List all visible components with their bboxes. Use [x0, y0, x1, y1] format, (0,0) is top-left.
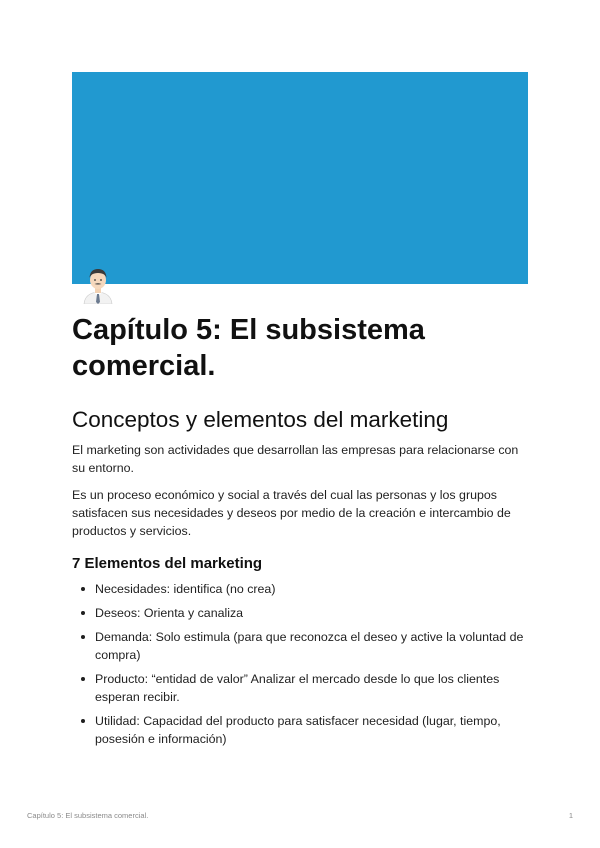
list-item-text: Producto: “entidad de valor” Analizar el mercado desde lo que los clientes esperan recibir. — [95, 672, 500, 704]
bullet-dot — [81, 719, 85, 723]
list-item — [95, 712, 528, 748]
paragraph: El marketing son actividades que desarrollan las empresas para relacionarse con su entorno. — [72, 443, 519, 475]
list-item-text: Demanda: Solo estimula (para que reconozca el deseo y active la voluntad de compra) — [95, 630, 524, 662]
man-office-worker-icon — [78, 264, 118, 304]
bullet-dot — [81, 587, 85, 591]
list-item — [95, 628, 528, 664]
list-item — [95, 580, 528, 598]
page-number: 1 — [568, 811, 573, 820]
document-body — [72, 405, 528, 754]
section-heading: Conceptos y elementos del marketing — [72, 407, 449, 432]
list-item-text: Deseos: Orienta y canaliza — [95, 606, 244, 620]
bullet-dot — [81, 635, 85, 639]
list-item-text: Necesidades: identifica (no crea) — [95, 582, 276, 596]
cover-banner — [72, 72, 528, 284]
bullet-list — [72, 580, 528, 748]
footer-title: Capítulo 5: El subsistema comercial. — [27, 811, 149, 820]
bullet-dot — [81, 677, 85, 681]
bullet-dot — [81, 611, 85, 615]
paragraph: Es un proceso económico y social a través del cual las personas y los grupos satisfacen sus necesidades y deseos por medio de la creación e intercambio de productos y servicios. — [72, 488, 511, 538]
list-item — [95, 670, 528, 706]
list-item-text: Utilidad: Capacidad del producto para satisfacer necesidad (lugar, tiempo, posesión e información) — [95, 714, 501, 746]
subheading: 7 Elementos del marketing — [72, 555, 263, 572]
list-item — [95, 604, 528, 622]
page-title: Capítulo 5: El subsistema comercial. — [72, 314, 425, 382]
